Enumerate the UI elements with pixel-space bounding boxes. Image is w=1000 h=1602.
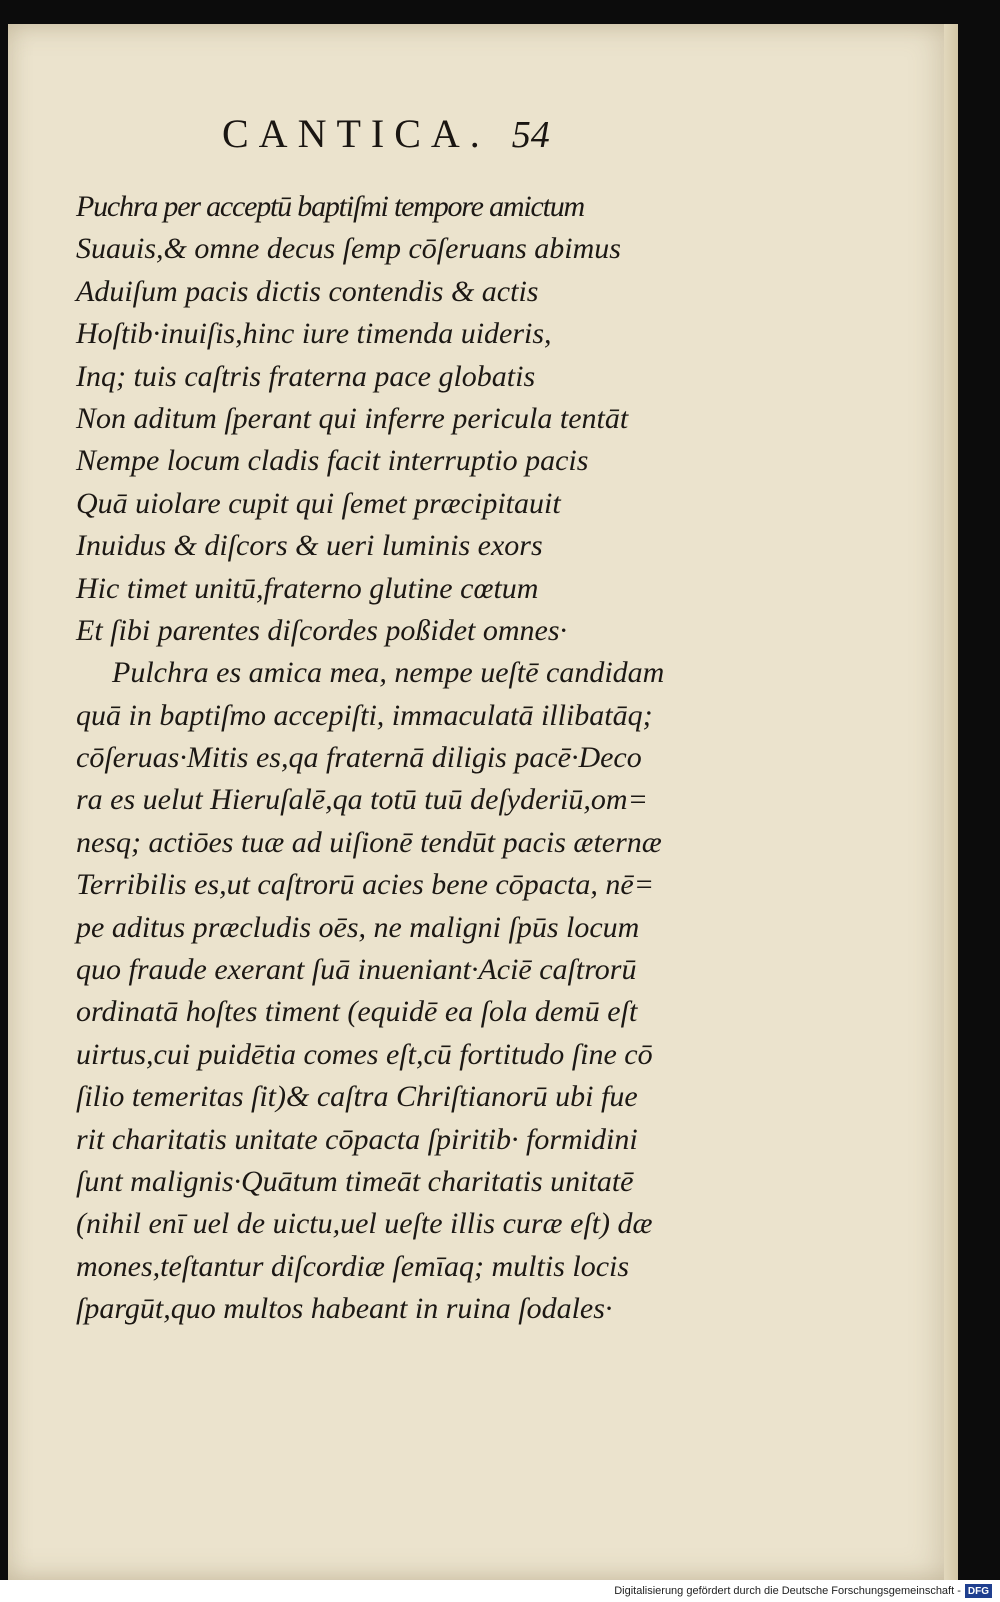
commentary-line: ſunt malignis·Quātum timeāt charitatis unitatē [76, 1164, 634, 1198]
commentary-line: cōſeruas·Mitis es,qa fraternā diligis pacē·Deco [76, 741, 642, 775]
digitization-footer [0, 1580, 1000, 1602]
page-edge [944, 24, 958, 1580]
page-text [76, 186, 696, 1331]
commentary-line: ra es uelut Hieruſalē,qa totū tuū deſyderiū,om= [76, 783, 648, 817]
verse-line: Hoſtib·inuiſis,hinc iure timenda uideris, [76, 317, 552, 351]
commentary-line: (nihil enī uel de uictu,uel ueſte illis curæ eſt) dæ [76, 1207, 653, 1241]
commentary-line: mones,teſtantur diſcordiæ ſemīaq; multis locis [76, 1249, 630, 1283]
funding-notice: Digitalisierung gefördert durch die Deutsche Forschungsgemeinschaft - [614, 1585, 961, 1597]
verse-line: Nempe locum cladis facit interruptio pacis [76, 444, 589, 478]
page-number: 54 [511, 114, 550, 156]
commentary-line: ſilio temeritas ſit)& caſtra Chriſtianorū ubi fue [76, 1080, 638, 1114]
verse-line: Aduiſum pacis dictis contendis & actis [76, 274, 539, 308]
commentary-line: uirtus,cui puidētia comes eſt,cū fortitudo ſine cō [76, 1037, 653, 1071]
verse-line: Hic timet unitū,fraterno glutine cœtum [76, 571, 539, 605]
verse-line: Non aditum ſperant qui inferre pericula tentāt [76, 401, 629, 435]
dfg-logo: DFG [965, 1584, 992, 1598]
commentary-line: ordinatā hoſtes timent (equidē ea ſola demū eſt [76, 995, 638, 1029]
verse-line: Quā uiolare cupit qui ſemet præcipitauit [76, 486, 561, 520]
running-head [222, 110, 582, 170]
commentary-line: quā in baptiſmo accepiſti, immaculatā illibatāq; [76, 698, 653, 732]
verse-block [76, 186, 696, 652]
verse-line: Et ſibi parentes diſcordes poßidet omnes· [76, 613, 568, 647]
commentary-line: rit charitatis unitate cōpacta ſpiritib· formidini [76, 1122, 638, 1156]
verse-line: Puchra per acceptū baptiſmi tempore amictum [76, 190, 584, 223]
commentary-line: quo fraude exerant ſuā inueniant·Aciē caſtrorū [76, 953, 637, 987]
commentary-line: pe aditus præcludis oēs, ne maligni ſpūs locum [76, 910, 640, 944]
commentary-line: Pulchra es amica mea, nempe ueſtē candidam [112, 656, 665, 690]
verse-line: Inq; tuis caſtris fraterna pace globatis [76, 359, 536, 393]
commentary-block [76, 652, 696, 1330]
verse-line: Inuidus & diſcors & ueri luminis exors [76, 529, 543, 563]
commentary-line: nesq; actiōes tuæ ad uiſionē tendūt pacis æternæ [76, 825, 662, 859]
commentary-line: ſpargūt,quo multos habeant in ruina ſodales· [76, 1292, 613, 1326]
page-title: CANTICA. [222, 111, 490, 156]
commentary-line: Terribilis es,ut caſtrorū acies bene cōpacta, nē= [76, 868, 654, 902]
verse-line: Suauis,& omne decus ſemp cōſeruans abimus [76, 232, 621, 266]
